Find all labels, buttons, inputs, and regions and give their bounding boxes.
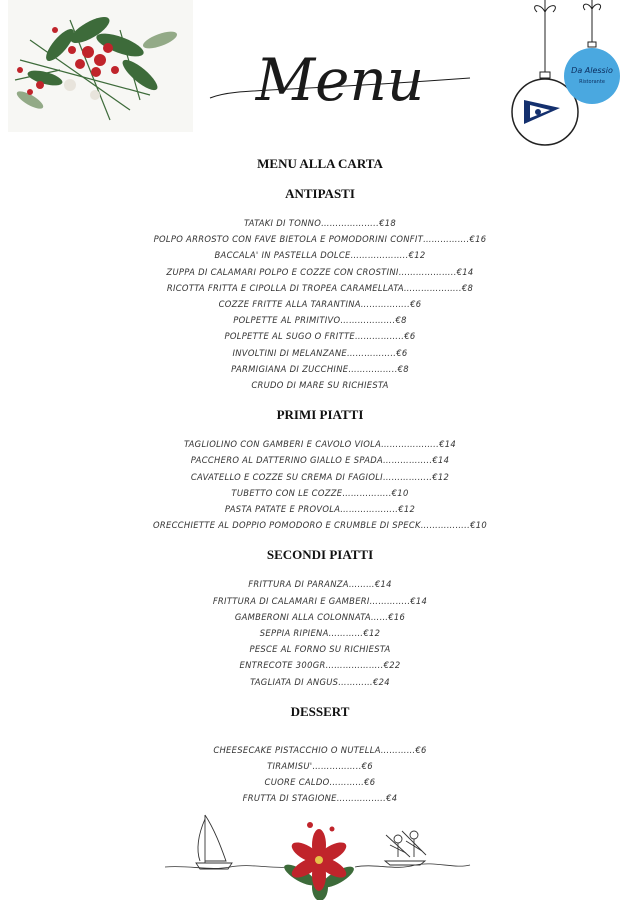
sailboat-icon: [196, 815, 232, 869]
menu-item: CRUDO DI MARE SU RICHIESTA: [251, 380, 389, 391]
menu-item: POLPETTE AL SUGO O FRITTE……………..€6: [224, 331, 416, 342]
logo-text-name: Da Alessio: [571, 66, 613, 75]
menu-item: COZZE FRITTE ALLA TARANTINA……………..€6: [218, 299, 422, 310]
ornaments-logo-icon: [510, 0, 640, 160]
menu-item: PACCHERO AL DATTERINO GIALLO E SPADA……………..€14: [190, 455, 450, 466]
section-secondi-piatti: [0, 547, 640, 689]
menu-item: TAGLIOLINO CON GAMBERI E CAVOLO VIOLA………………..€14: [184, 439, 456, 450]
menu-item: FRUTTA DI STAGIONE……………..€4: [242, 793, 398, 804]
menu-content: [0, 150, 640, 807]
menu-item: POLPETTE AL PRIMITIVO……………….€8: [233, 315, 407, 326]
holly-decoration-icon: [0, 0, 195, 135]
menu-title-text: Menu: [255, 46, 425, 114]
menu-item: TAGLIATA DI ANGUS…………€24: [250, 676, 390, 687]
logo-text-sub: Ristorante: [579, 79, 605, 85]
menu-item: POLPO ARROSTO CON FAVE BIETOLA E POMODORINI CONFIT…………….€16: [153, 234, 487, 245]
menu-label: MENU ALLA CARTA: [257, 156, 383, 171]
menu-item: GAMBERONI ALLA COLONNATA……€16: [234, 611, 406, 622]
poinsettia-icon: [281, 822, 356, 900]
section-antipasti: [0, 186, 640, 393]
section-title: ANTIPASTI: [285, 186, 355, 201]
menu-item: TATAKI DI TONNO………………..€18: [244, 218, 396, 228]
kayakers-icon: [385, 831, 426, 865]
menu-item: ORECCHIETTE AL DOPPIO POMODORO E CRUMBLE DI SPECK……………..€10: [153, 520, 487, 531]
menu-script-title: [205, 38, 475, 128]
menu-item: FRITTURA DI CALAMARI E GAMBERI…………..€14: [212, 595, 428, 606]
section-title: PRIMI PIATTI: [276, 407, 364, 423]
section-primi-piatti: [0, 407, 640, 533]
menu-item: TUBETTO CON LE COZZE……………..€10: [231, 487, 409, 498]
menu-item: RICOTTA FRITTA E CIPOLLA DI TROPEA CARAMELLATA………………..€8: [166, 282, 474, 293]
menu-item: BACCALA' IN PASTELLA DOLCE………………..€12: [214, 250, 426, 261]
footer-illustration-icon: [160, 805, 480, 900]
menu-item: CHEESECAKE PISTACCHIO O NUTELLA…………€6: [213, 744, 427, 755]
menu-item: FRITTURA DI PARANZA………€14: [248, 579, 392, 590]
menu-item: PESCE AL FORNO SU RICHIESTA: [249, 644, 391, 655]
menu-item: TIRAMISU'……………..€6: [267, 761, 373, 772]
section-dessert: [0, 704, 640, 807]
menu-item: CAVATELLO E COZZE SU CREMA DI FAGIOLI……………..€12: [190, 471, 450, 482]
menu-item: CUORE CALDO…………€6: [264, 777, 376, 788]
section-title: SECONDI PIATTI: [266, 547, 374, 563]
menu-item: ENTRECOTE 300GR………………..€22: [239, 660, 401, 671]
menu-item: PASTA PATATE E PROVOLA………………..€12: [224, 504, 416, 515]
menu-item: INVOLTINI DI MELANZANE……………..€6: [232, 347, 408, 358]
section-title: DESSERT: [290, 703, 350, 719]
menu-item: SEPPIA RIPIENA…………€12: [259, 628, 381, 639]
menu-item: PARMIGIANA DI ZUCCHINE……………..€8: [231, 363, 409, 374]
menu-item: ZUPPA DI CALAMARI POLPO E COZZE CON CROSTINI………………..€14: [166, 266, 474, 277]
